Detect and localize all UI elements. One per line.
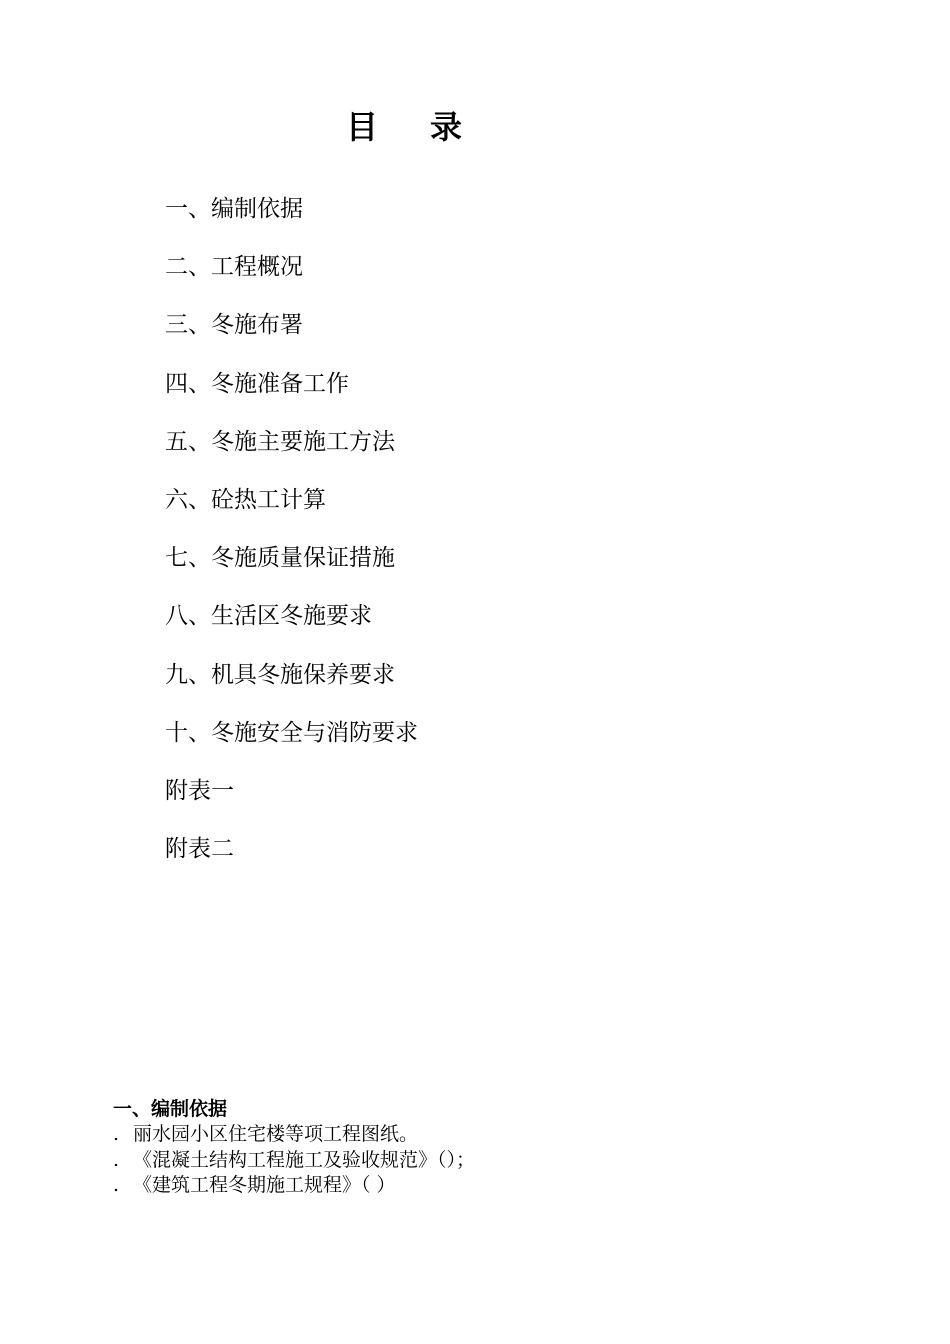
list-item-text: 《建筑工程冬期施工规程》（ ） <box>133 1174 396 1196</box>
toc-list <box>165 188 418 886</box>
toc-item: 附表一 <box>165 777 234 804</box>
list-item <box>113 1122 475 1148</box>
toc-item: 十、冬施安全与消防要求 <box>165 719 418 746</box>
toc-title: 目录 <box>345 108 514 146</box>
list-marker: . <box>113 1148 120 1171</box>
list-marker: . <box>113 1174 120 1196</box>
toc-item: 六、砼热工计算 <box>165 486 326 513</box>
list-marker: . <box>113 1123 120 1145</box>
toc-item: 三、冬施布署 <box>165 312 303 339</box>
toc-item: 五、冬施主要施工方法 <box>165 428 395 455</box>
toc-item: 四、冬施准备工作 <box>165 370 349 397</box>
section-heading: 一、编制依据 <box>113 1098 228 1120</box>
list-item-text: 《混凝土结构工程施工及验收规范》（）； <box>133 1148 476 1171</box>
list-item <box>113 1148 475 1174</box>
toc-item: 二、工程概况 <box>165 254 303 281</box>
reference-list <box>113 1122 475 1199</box>
list-item <box>113 1173 475 1199</box>
list-item-text: 丽水园小区住宅楼等项工程图纸。 <box>133 1123 419 1145</box>
section-basis <box>113 1096 475 1199</box>
toc-item: 七、冬施质量保证措施 <box>165 545 395 572</box>
toc-item: 附表二 <box>165 836 234 863</box>
toc-item: 一、编制依据 <box>165 196 303 222</box>
toc-item: 八、生活区冬施要求 <box>165 603 372 630</box>
toc-item: 九、机具冬施保养要求 <box>165 661 395 688</box>
